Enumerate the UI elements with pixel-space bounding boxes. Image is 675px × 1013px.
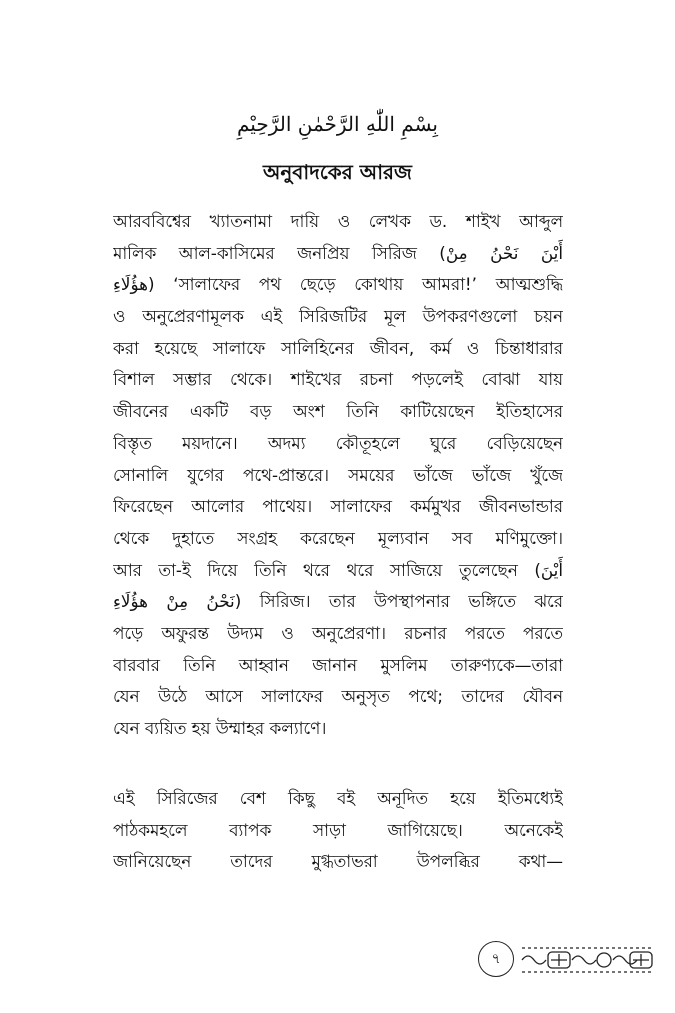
- text-line: যেন ব্যয়িত হয় উম্মাহর কল্যাণে।: [113, 718, 327, 738]
- text-line: এই সিরিজের বেশ কিছু বই অনূদিত হয়ে ইতিমধ্যেই: [113, 788, 563, 808]
- text-line: বিস্তৃত ময়দানে। অদম্য কৌতূহলে ঘুরে বেড়িয়েছেন: [113, 432, 563, 453]
- text-line: ফিরেছেন আলোর পাথেয়। সালাফের কর্মমুখর জীবনভান্ডার: [113, 496, 563, 517]
- text-line: আর তা-ই দিয়ে তিনি থরে থরে সাজিয়ে তুলেছেন (أَيْنَ: [113, 559, 563, 580]
- text-line: هؤُلَاءِ) ‘সালাফের পথ ছেড়ে কোথায় আমরা!’ আত্মশুদ্ধি: [113, 274, 563, 295]
- paragraph-1: [113, 206, 563, 745]
- text-line: পড়ে অফুরন্ত উদ্যম ও অনুপ্রেরণা। রচনার পরতে পরতে: [113, 622, 563, 643]
- text-line: আরববিশ্বের খ্যাতনামা দায়ি ও লেখক ড. শাইখ আব্দুল: [113, 211, 563, 231]
- text-line: যেন উঠে আসে সালাফের অনুসৃত পথে; তাদের যৌবন: [113, 686, 563, 707]
- text-line: সোনালি যুগের পথে-প্রান্তরে। সময়ের ভাঁজে ভাঁজে খুঁজে: [113, 464, 563, 485]
- page-title: অনুবাদকের আরজ: [263, 160, 412, 184]
- text-line: মালিক আল-কাসিমের জনপ্রিয় সিরিজ (أَيْنَ نَحْنُ مِنْ: [113, 242, 563, 263]
- text-line: জানিয়েছেন তাদের মুগ্ধতাভরা উপলব্ধির কথা—: [113, 851, 563, 872]
- page-number: ৭: [478, 941, 514, 977]
- ornament-border-icon: [520, 941, 655, 979]
- text-line: থেকে দুহাতে সংগ্রহ করেছেন মূল্যবান সব মণিমুক্তো।: [113, 527, 563, 548]
- text-line: বারবার তিনি আহ্বান জানান মুসলিম তারুণ্যকে—তারা: [113, 654, 563, 675]
- page-footer: [478, 941, 675, 981]
- text-line: ও অনুপ্রেরণামূলক এই সিরিজটির মূল উপকরণগুলো চয়ন: [113, 306, 563, 327]
- paragraph-2: [113, 783, 563, 878]
- text-line: نَحْنُ مِنْ هؤُلَاءِ) সিরিজ। তার উপস্থাপনার ভঙ্গিতে ঝরে: [113, 591, 563, 612]
- text-line: করা হয়েছে সালাফে সালিহিনের জীবন, কর্ম ও চিন্তাধারার: [113, 337, 563, 358]
- text-line: বিশাল সম্ভার থেকে। শাইখের রচনা পড়লেই বোঝা যায়: [113, 369, 563, 390]
- text-line: জীবনের একটি বড় অংশ তিনি কাটিয়েছেন ইতিহাসের: [113, 401, 563, 422]
- text-line: পাঠকমহলে ব্যাপক সাড়া জাগিয়েছে। অনেকেই: [113, 819, 563, 840]
- basmala-calligraphy: بِسْمِ اللّٰهِ الرَّحْمٰنِ الرَّحِيْمِ: [236, 112, 438, 136]
